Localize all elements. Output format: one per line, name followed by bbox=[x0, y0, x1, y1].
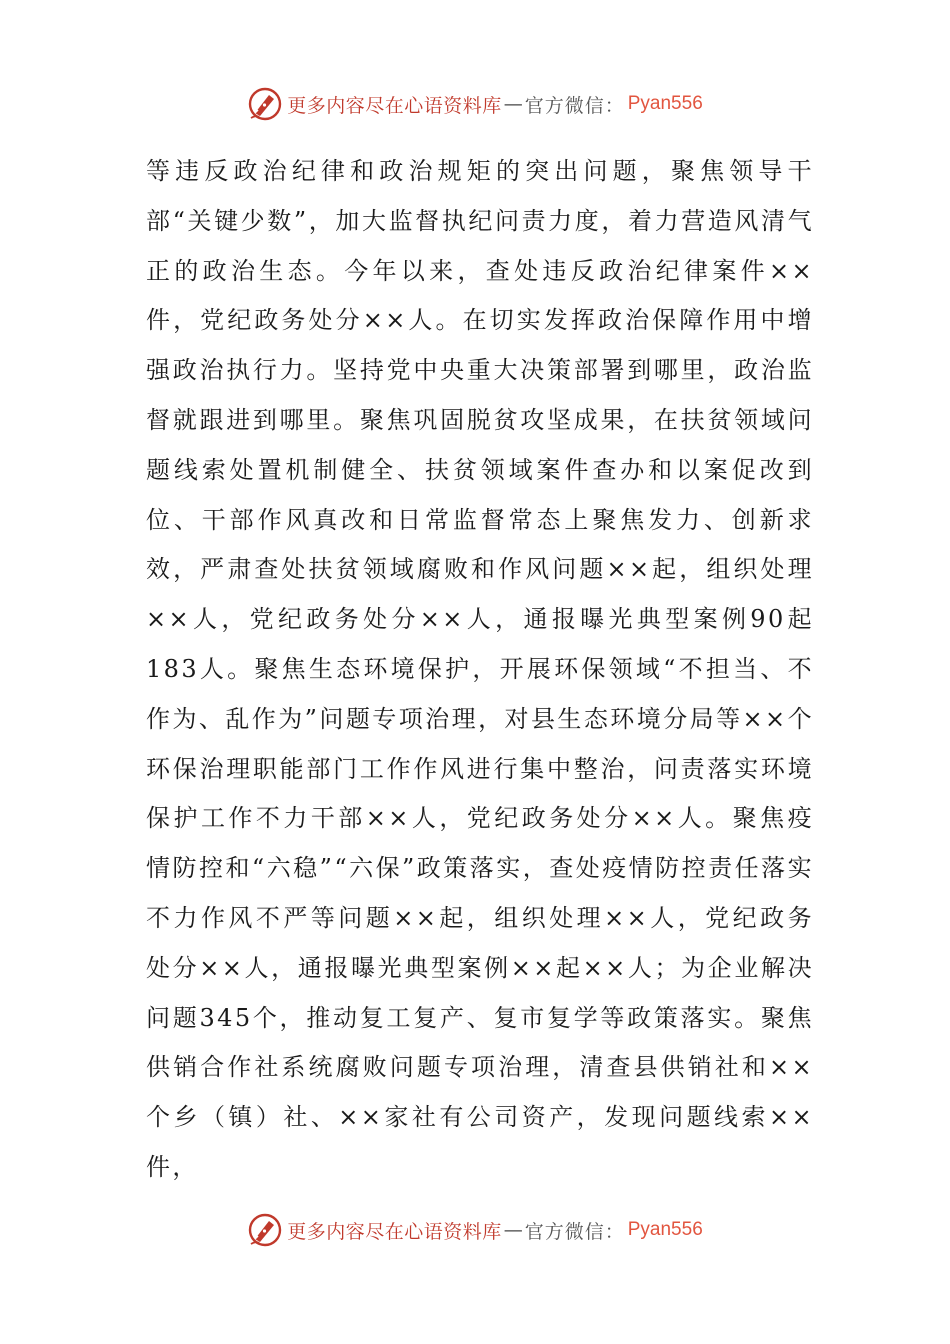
watermark-brand-text: 更多内容尽在心语资料库 bbox=[287, 94, 502, 117]
watermark-dash: — bbox=[503, 1219, 523, 1241]
pen-nib-circle-icon bbox=[247, 1212, 283, 1248]
pen-nib-circle-icon bbox=[247, 86, 283, 122]
watermark-wechat-id: Pyan556 bbox=[627, 1219, 703, 1240]
header-watermark bbox=[0, 84, 950, 124]
footer-watermark bbox=[0, 1210, 950, 1250]
watermark-brand-text: 更多内容尽在心语资料库 bbox=[287, 1220, 502, 1243]
watermark-official-label: 官方微信： bbox=[524, 94, 625, 117]
watermark-dash: — bbox=[503, 93, 523, 115]
watermark-official-label: 官方微信： bbox=[524, 1220, 625, 1243]
watermark-wechat-id: Pyan556 bbox=[627, 93, 703, 114]
body-paragraph: 等违反政治纪律和政治规矩的突出问题，聚焦领导干部“关键少数”，加大监督执纪问责力度，着力营造风清气正的政治生态。今年以来，查处违反政治纪律案件××件，党纪政务处分××人。在切实发挥政治保障作用中增强政治执行力。坚持党中央重大决策部署到哪里，政治监督就跟进到哪里。聚焦巩固脱贫攻坚成果，在扶贫领域问题线索处置机制健全、扶贫领域案件查办和以案促改到位、干部作风真改和日常监督常态上聚焦发力、创新求效，严肃查处扶贫领域腐败和作风问题××起，组织处理××人，党纪政务处分××人，通报曝光典型案例90起183人。聚焦生态环境保护，开展环保领域“不担当、不作为、乱作为”问题专项治理，对县生态环境分局等××个环保治理职能部门工作作风进行集中整治，问责落实环境保护工作不力干部××人，党纪政务处分××人。聚焦疫情防控和“六稳”“六保”政策落实，查处疫情防控责任落实不力作风不严等问题××起，组织处理××人，党纪政务处分××人，通报曝光典型案例××起××人；为企业解决问题345个，推动复工复产、复市复学等政策落实。聚焦供销合作社系统腐败问题专项治理，清查县供销社和××个乡（镇）社、××家社有公司资产，发现问题线索××件， bbox=[146, 157, 814, 1181]
